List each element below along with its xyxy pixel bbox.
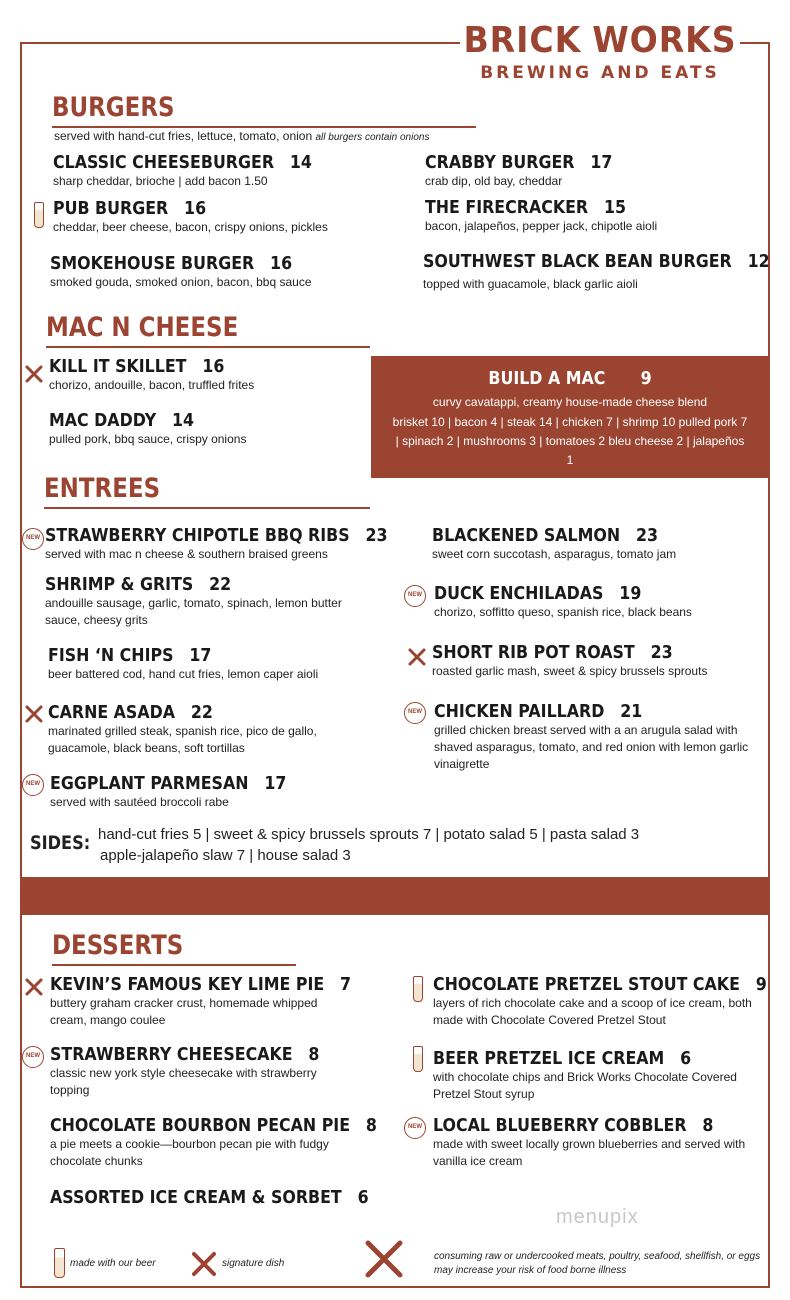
section-title-desserts: DESSERTS: [52, 930, 184, 961]
item-name-text: KEVIN’S FAMOUS KEY LIME PIE: [50, 974, 325, 995]
menu-item: [433, 1115, 753, 1170]
item-name-text: LOCAL BLUEBERRY COBBLER: [433, 1115, 687, 1136]
item-name: [45, 574, 231, 595]
menu-item: [423, 251, 790, 293]
menu-item: [433, 974, 767, 1029]
logo-word-left: BRICK: [463, 20, 582, 61]
section-title-burgers: BURGERS: [52, 92, 175, 123]
item-desc: bacon, jalapeños, pepper jack, chipotle aioli: [425, 219, 658, 233]
beer-glass-icon: [34, 202, 44, 228]
item-price: 16: [184, 198, 207, 219]
item-name: [433, 1115, 713, 1136]
signature-dish-icon: [190, 1250, 218, 1278]
signature-dish-icon: [24, 364, 44, 384]
sides-line-1: hand-cut fries 5 | sweet & spicy brussels sprouts 7 | potato salad 5 | pasta salad 3: [98, 826, 640, 843]
item-name: [423, 251, 770, 272]
new-badge-icon: NEW: [22, 1046, 44, 1068]
item-name-text: 9: [640, 368, 652, 389]
item-desc: grilled chicken breast served with a an arugula salad with shaved asparagus, tomato, and red onion with lemon garlic vinaigrette: [434, 723, 749, 771]
item-desc: made with sweet locally grown blueberries and served with vanilla ice cream: [433, 1137, 746, 1168]
item-price: 16: [270, 253, 293, 274]
item-name: [50, 253, 292, 274]
new-badge-icon: NEW: [404, 1117, 426, 1139]
item-price: 15: [603, 197, 627, 218]
item-desc: served with mac n cheese & southern braised greens: [45, 547, 328, 561]
item-name: [433, 1048, 691, 1069]
item-price: 16: [202, 356, 225, 377]
item-name-text: BEER PRETZEL ICE CREAM: [433, 1048, 665, 1069]
item-desc: smoked gouda, smoked onion, bacon, bbq sauce: [50, 275, 312, 289]
item-price: 23: [365, 525, 388, 546]
menu-item: [53, 152, 347, 190]
new-badge-icon: NEW: [404, 585, 426, 607]
item-price: 17: [590, 152, 613, 173]
menu-item: [48, 645, 318, 683]
item-name-text: STRAWBERRY CHEESECAKE: [50, 1044, 293, 1065]
logo-subtitle: BREWING AND EATS: [480, 63, 720, 83]
section-rule: [46, 346, 370, 348]
menu-item: [49, 356, 254, 394]
item-price: 6: [357, 1187, 369, 1208]
item-name-text: EGGPLANT PARMESAN: [50, 773, 249, 794]
menu-item: [50, 974, 350, 1029]
legend-warning: consuming raw or undercooked meats, poultry, seafood, shellfish, or eggs may increase your risk of food borne illness: [434, 1251, 761, 1276]
menu-item: [425, 197, 657, 235]
menu-item: [53, 198, 328, 236]
item-name: [53, 198, 206, 219]
item-name-text: SMOKEHOUSE BURGER: [50, 253, 255, 274]
legend-beer: made with our beer: [70, 1258, 156, 1269]
menu-item: [50, 773, 319, 811]
item-name-text: THE FIRECRACKER: [425, 197, 589, 218]
item-name-text: ASSORTED ICE CREAM & SORBET: [50, 1187, 342, 1208]
item-desc: served with sautéed broccoli rabe: [50, 795, 229, 809]
item-desc: a pie meets a cookie—bourbon pecan pie with fudgy chocolate chunks: [50, 1137, 329, 1168]
sides-label: SIDES:: [30, 832, 91, 854]
item-name: [425, 197, 626, 218]
new-badge-icon: NEW: [22, 528, 44, 550]
divider-band: [20, 877, 770, 915]
beer-glass-icon: [54, 1248, 65, 1278]
item-name-text: KILL IT SKILLET: [49, 356, 187, 377]
section-title-mac: MAC N CHEESE: [46, 312, 239, 343]
item-name: [48, 645, 211, 666]
item-price: 9: [755, 974, 767, 995]
menu-item: [49, 410, 246, 448]
item-name: [48, 702, 213, 723]
item-name-text: BLACKENED SALMON: [432, 525, 621, 546]
item-name: [434, 583, 641, 604]
menu-item: [434, 583, 692, 621]
item-price: 7: [340, 974, 352, 995]
item-name: [49, 356, 224, 377]
item-desc: andouille sausage, garlic, tomato, spinach, lemon butter sauce, cheesy grits: [45, 596, 342, 627]
item-name-text: BUILD A MAC: [488, 368, 606, 389]
beer-glass-icon: [413, 976, 423, 1002]
item-price: 17: [189, 645, 212, 666]
signature-dish-icon: [407, 647, 427, 667]
item-name: [50, 1044, 319, 1065]
build-a-mac-options: brisket 10 | bacon 4 | steak 14 | chicken 7 | shrimp 10 pulled pork 7 | spinach 2 | mushrooms 3 | tomatoes 2 bleu cheese 2 | jalapeños 1: [392, 415, 748, 467]
logo-word-right: WORKS: [592, 20, 737, 61]
item-name: [49, 410, 194, 431]
item-name-text: DUCK ENCHILADAS: [434, 583, 604, 604]
burgers-note-text: served with hand-cut fries, lettuce, tomato, onion: [54, 129, 313, 143]
item-name: [434, 701, 642, 722]
signature-dish-icon: [24, 704, 44, 724]
item-name-text: CHICKEN PAILLARD: [434, 701, 605, 722]
menu-item: [45, 574, 365, 629]
item-desc: sharp cheddar, brioche | add bacon 1.50: [53, 174, 268, 188]
item-price: 8: [365, 1115, 377, 1136]
legend-signature: signature dish: [222, 1258, 285, 1269]
item-name-text: CARNE ASADA: [48, 702, 176, 723]
item-price: 22: [190, 702, 213, 723]
menu-item: [50, 1115, 377, 1170]
watermark: menupix: [556, 1206, 639, 1228]
new-badge-icon: NEW: [22, 774, 44, 796]
item-name-text: SHORT RIB POT ROAST: [432, 642, 635, 663]
menu-item: [45, 525, 434, 563]
section-rule: [52, 964, 296, 966]
item-name-text: CLASSIC CHEESEBURGER: [53, 152, 275, 173]
new-badge-icon: NEW: [404, 702, 426, 724]
item-name: [425, 152, 612, 173]
frame-left-line: [20, 42, 22, 877]
section-rule: [44, 507, 370, 509]
item-desc: crab dip, old bay, cheddar: [425, 174, 563, 188]
menu-item: [432, 642, 707, 680]
menu-item: [425, 152, 638, 190]
signature-dish-icon: [24, 977, 44, 997]
item-desc: topped with guacamole, black garlic aioli: [423, 277, 638, 291]
item-name-text: FISH ‘N CHIPS: [48, 645, 174, 666]
item-name-text: PUB BURGER: [53, 198, 169, 219]
item-name: [432, 525, 658, 546]
item-desc: sweet corn succotash, asparagus, tomato jam: [432, 547, 677, 561]
brand-logo: [460, 20, 740, 83]
sides-list: [98, 824, 639, 866]
item-name-text: STRAWBERRY CHIPOTLE BBQ RIBS: [45, 525, 350, 546]
item-desc: cheddar, beer cheese, bacon, crispy onions, pickles: [53, 220, 328, 234]
item-name-text: SOUTHWEST BLACK BEAN BURGER: [423, 251, 732, 272]
item-name: [433, 974, 767, 995]
item-price: 21: [620, 701, 643, 722]
menu-item: [433, 1048, 763, 1103]
item-price: 17: [264, 773, 287, 794]
item-name: [50, 974, 351, 995]
menu-item: [434, 701, 766, 773]
frame-top-line-right: [740, 42, 770, 44]
section-title-entrees: ENTREES: [44, 473, 161, 504]
frame-bottom-line: [20, 1286, 770, 1288]
item-name: [45, 525, 388, 546]
item-price: 12: [747, 251, 770, 272]
item-name: [50, 1115, 377, 1136]
menu-item: [432, 525, 689, 563]
item-price: 19: [619, 583, 642, 604]
item-price: 22: [209, 574, 232, 595]
build-a-mac-desc: curvy cavatappi, creamy house-made cheese blend: [432, 395, 708, 409]
item-name-text: MAC DADDY: [49, 410, 157, 431]
item-name: [50, 773, 286, 794]
frame-right-line-lower: [768, 915, 770, 1287]
menu-item: [48, 702, 348, 757]
item-name-text: CHOCOLATE PRETZEL STOUT CAKE: [433, 974, 740, 995]
burgers-note: [54, 128, 429, 146]
frame-top-line: [20, 42, 460, 44]
menu-item: [50, 1187, 412, 1208]
item-price: 23: [635, 525, 659, 546]
item-name-text: CRABBY BURGER: [425, 152, 575, 173]
item-desc: buttery graham cracker crust, homemade whipped cream, mango coulee: [50, 996, 318, 1027]
menu-item: [50, 1044, 350, 1099]
item-price: 8: [308, 1044, 320, 1065]
item-name: [432, 642, 673, 663]
item-desc: marinated grilled steak, spanish rice, pico de gallo, guacamole, black beans, soft tortillas: [48, 724, 317, 755]
item-price: 6: [680, 1048, 692, 1069]
item-name-text: SHRIMP & GRITS: [45, 574, 194, 595]
beer-glass-icon: [413, 1046, 423, 1072]
item-desc: pulled pork, bbq sauce, crispy onions: [49, 432, 247, 446]
item-desc: roasted garlic mash, sweet & spicy brussels sprouts: [432, 664, 708, 678]
item-desc: chorizo, soffitto queso, spanish rice, black beans: [434, 605, 692, 619]
item-price: 23: [650, 642, 673, 663]
item-desc: layers of rich chocolate cake and a scoop of ice cream, both made with Chocolate Covered Pretzel Stout: [433, 996, 752, 1027]
item-name: [50, 1187, 369, 1208]
item-price: 14: [172, 410, 195, 431]
item-desc: with chocolate chips and Brick Works Chocolate Covered Pretzel Stout syrup: [433, 1070, 737, 1101]
item-name-text: CHOCOLATE BOURBON PECAN PIE: [50, 1115, 351, 1136]
frame-left-line-lower: [20, 915, 22, 1287]
item-desc: beer battered cod, hand cut fries, lemon caper aioli: [48, 667, 319, 681]
build-a-mac-title: [395, 368, 745, 389]
sides-line-2: apple-jalapeño slaw 7 | house salad 3: [100, 847, 351, 864]
hammer-fork-icon: [362, 1237, 406, 1281]
item-price: 14: [289, 152, 312, 173]
menu-item: [50, 253, 325, 291]
burgers-note-small: all burgers contain onions: [315, 132, 430, 143]
item-name: [53, 152, 312, 173]
item-price: 8: [702, 1115, 714, 1136]
item-desc: chorizo, andouille, bacon, truffled frites: [49, 378, 255, 392]
build-a-mac-panel: [371, 356, 769, 478]
item-desc: classic new york style cheesecake with strawberry topping: [50, 1066, 317, 1097]
